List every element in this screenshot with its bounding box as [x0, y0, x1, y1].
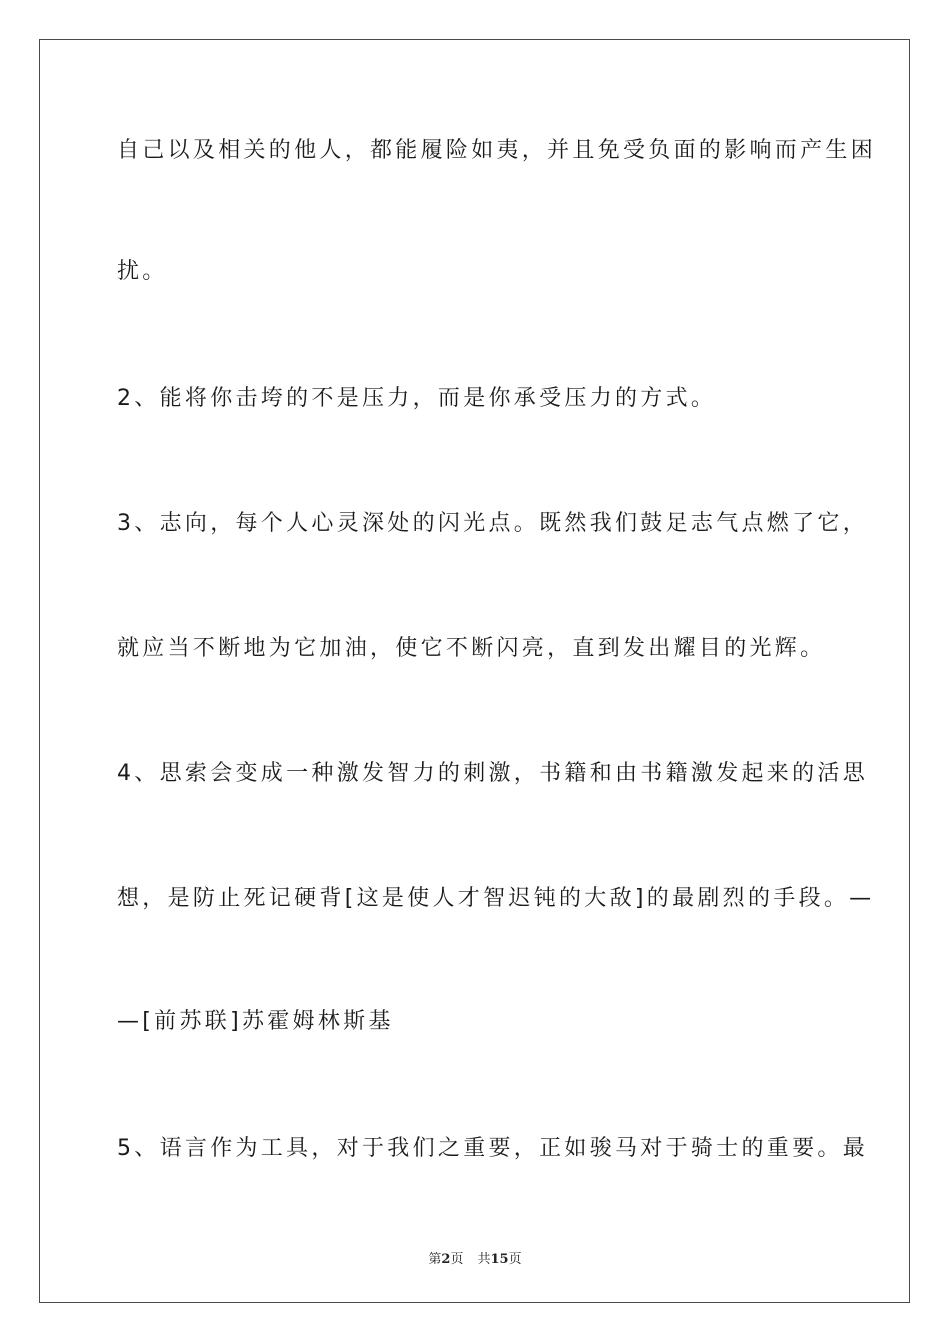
page-number: 2	[441, 1252, 451, 1267]
page-suffix: 页	[450, 1252, 464, 1267]
text-line-1: 自己以及相关的他人，都能履险如夷，并且免受负面的影响而产生困	[117, 138, 877, 163]
text-line-8: —[前苏联]苏霍姆林斯基	[117, 1009, 394, 1034]
page-border	[39, 39, 910, 1303]
text-line-7: 想，是防止死记硬背[这是使人才智迟钝的大敌]的最剧烈的手段。—	[117, 886, 875, 911]
text-line-4: 3、志向，每个人心灵深处的闪光点。既然我们鼓足志气点燃了它，	[117, 511, 868, 536]
total-suffix: 页	[508, 1252, 522, 1267]
total-prefix: 共	[477, 1252, 491, 1267]
total-pages: 15	[490, 1252, 509, 1267]
text-line-9: 5、语言作为工具，对于我们之重要，正如骏马对于骑士的重要。最	[117, 1136, 868, 1161]
text-line-3: 2、能将你击垮的不是压力，而是你承受压力的方式。	[117, 386, 717, 411]
text-line-2: 扰。	[117, 259, 168, 284]
page-footer	[0, 1248, 950, 1267]
text-line-6: 4、思索会变成一种激发智力的刺激，书籍和由书籍激发起来的活思	[117, 761, 868, 786]
page-prefix: 第	[428, 1252, 442, 1267]
text-line-5: 就应当不断地为它加油，使它不断闪亮，直到发出耀目的光辉。	[117, 636, 826, 661]
